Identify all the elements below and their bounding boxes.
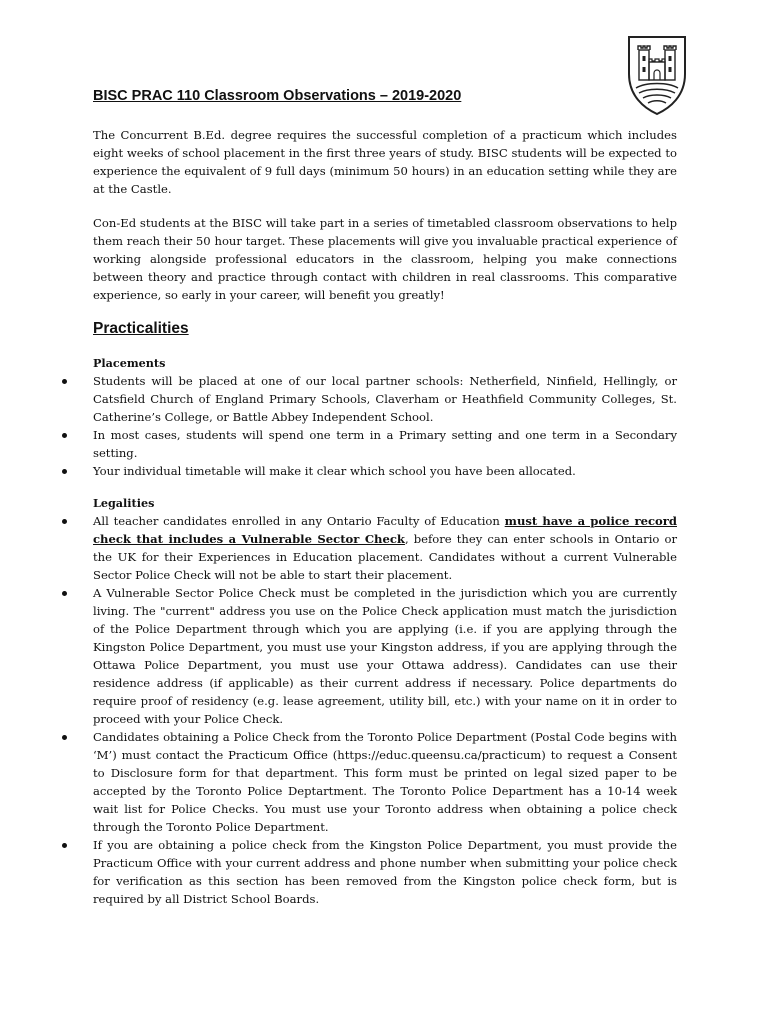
bullet-icon — [62, 379, 67, 384]
subheading-placements: Placements — [93, 356, 166, 370]
bullet-icon — [62, 519, 67, 524]
list-item — [93, 426, 677, 462]
intro-paragraph-1: The Concurrent B.Ed. degree requires the successful completion of a practicum which includes eight weeks of school placement in the first three years of study. BISC students will be expected to experience the equivalent of 9 full days (minimum 50 hours) in an education setting while they are at the Castle. — [93, 128, 677, 196]
bullet-icon — [62, 591, 67, 596]
document-body — [93, 126, 677, 922]
list-item-text-end: , before they can enter schools in Ontario or the UK for their Experiences in Education placement. Candidates without a current Vulnerable Sector Police Check will not be able to start their placement. — [93, 532, 677, 582]
document-title: BISC PRAC 110 Classroom Observations – 2019-2020 — [93, 88, 462, 104]
list-item-text: Students will be placed at one of our local partner schools: Netherfield, Ninfield, Hellingly, or Catsfield Church of England Primary Schools, Claverham or Heathfield Community Colleges, St. Catherine’s College, or Battle Abbey Independent School. — [93, 374, 677, 424]
list-item — [93, 372, 677, 426]
list-item — [93, 584, 677, 728]
bullet-icon — [62, 735, 67, 740]
police-check-requirement: must have a police record check that includes a Vulnerable Sector Check — [93, 514, 677, 546]
list-item — [93, 836, 677, 908]
list-item-text: A Vulnerable Sector Police Check must be completed in the jurisdiction which you are currently living. The "current" address you use on the Police Check application must match the jurisdiction of the Police Department through which you are applying (i.e. if you are applying through the Kingston Police Department, you must use your Kingston address, if you are applying through the Ottawa Police Department, you must use your Ottawa address). Candidates can use their residence address (if applicable) as their current address if necessary. Police departments do require proof of residency (e.g. lease agreement, utility bill, etc.) with your name on it in order to proceed with your Police Check. — [93, 586, 677, 726]
list-item-text: Candidates obtaining a Police Check from the Toronto Police Department (Postal Code begins with ‘M’) must contact the Practicum Office (https://educ.queensu.ca/practicum) to request a Consent to Disclosure form for that department. This form must be printed on legal sized paper to be accepted by the Toronto Police Deptartment. The Toronto Police Department has a 10-14 week wait list for Police Checks. You must use your Toronto address when obtaining a police check through the Toronto Police Department. — [93, 730, 677, 834]
list-item — [93, 512, 677, 584]
list-item-text: If you are obtaining a police check from the Kingston Police Department, you must provide the Practicum Office with your current address and phone number when submitting your police check for verification as this section has been removed from the Kingston police check form, but is required by all District School Boards. — [93, 838, 677, 906]
list-item — [93, 462, 677, 480]
subheading-legalities: Legalities — [93, 496, 155, 510]
placements-list — [93, 372, 677, 480]
list-item-text: In most cases, students will spend one term in a Primary setting and one term in a Secondary setting. — [93, 428, 677, 460]
legalities-list — [93, 512, 677, 908]
intro-paragraph-2: Con-Ed students at the BISC will take part in a series of timetabled classroom observations to help them reach their 50 hour target. These placements will give you invaluable practical experience of working alongside professional educators in the classroom, helping you make connections between theory and practice through contact with children in real classrooms. This comparative experience, so early in your career, will benefit you greatly! — [93, 216, 677, 302]
list-item-text: Your individual timetable will make it clear which school you have been allocated. — [93, 464, 576, 478]
list-item-text-start: All teacher candidates enrolled in any Ontario Faculty of Education — [93, 514, 505, 528]
section-heading-practicalities: Practicalities — [93, 320, 189, 337]
bullet-icon — [62, 843, 67, 848]
castle-crest-icon — [626, 34, 688, 116]
bullet-icon — [62, 433, 67, 438]
bullet-icon — [62, 469, 67, 474]
list-item — [93, 728, 677, 836]
